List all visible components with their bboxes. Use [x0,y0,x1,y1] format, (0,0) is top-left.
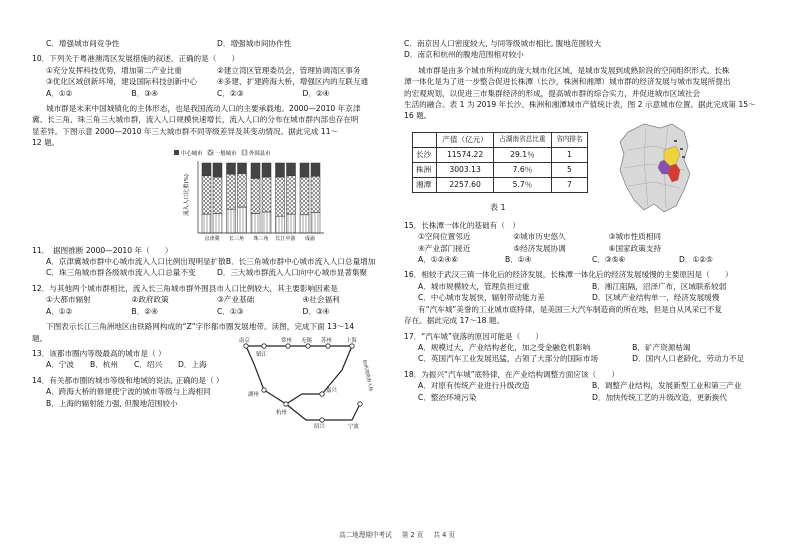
chart-bar-segment [227,174,236,209]
chart-bar-segment [262,177,271,212]
q16-options-row1: A．城市规模较大，管理负担过重 B．湘江阻隔，沼泽广布，区域联系较弱 [418,281,727,291]
map-label-suzhou: 苏州 [321,337,332,344]
output-table [412,132,588,193]
prev-question-options [32,38,388,49]
chart-bar-segment [276,163,285,177]
chart-group-label: 成渝 [304,235,316,242]
chart-bar-segment [251,163,260,178]
map-label-jiaxing: 嘉兴 [326,387,337,394]
chart-group-label: 长三角 [228,235,245,242]
legend-center-city: 中心城市 [181,150,203,157]
page-footer [0,529,794,539]
footer-page-total: 共 4 页 [433,531,456,539]
chart-bar-segment [276,216,285,233]
q14-option-b: B．上海的辐射能力强, 但腹地范围较小 [46,398,178,408]
map-label-shanghai: 上海 [346,337,357,344]
chart-bar-segment [300,163,309,177]
q12-items: ①大都市辐射 ②政府政策 ③产业基础 ④社会福利 [46,295,340,305]
table-row: 株洲 3003.13 7.6％ 5 [413,162,588,177]
q18-options-row1: A．对原有传统产业进行升级改造 B．调整产业结构，发展新型工业和第三产业 [418,381,742,391]
chart-bar-segment [251,213,260,233]
footer-title: 高二地理期中考试 [338,531,392,539]
question-15-stem: 15．长株潭一体化的基础有（ ） [404,220,520,230]
population-chart [32,149,388,245]
question-17-stem: 17．“汽车城”衰落的原因可能是（ ） [404,331,544,341]
table-caption: 表 1 [490,202,506,212]
chart-bar-segment [202,214,211,233]
chart-bar-segment [311,212,320,232]
chart-bar-segment [213,177,222,213]
option-d: D．增强城市间协作性 [217,39,292,48]
question-16-stem: 16．相较于武汉三镇一体化后的经济发展，长株潭一体化后的经济发展缓慢的主要原因是（ ） [404,270,733,280]
q13-q14-block [32,337,388,430]
chart-bar-segment [238,163,247,174]
map-label-nanjing: 南京 [239,337,250,344]
question-18-stem: 18．为振兴“汽车城”底特律，在产业结构调整方面应该（ ） [404,369,619,379]
passage-line: 潭一体化是为了进一步整合促进长株潭（长沙，株洲和湘潭）城市群的经济发展与城市发展所提出 [404,77,731,87]
q14-option-a: A．跨海大桥的修建使宁波的城市等级与上海相同 [46,387,211,397]
table-header-row: 产值（亿元） 占湖南省总比重 省内排名 [413,132,588,147]
legend-outer-county: 外围县市 [249,150,271,157]
option-c: C．增强城市间竞争性 [46,39,120,48]
y-axis-label: 流入人口比重(%) [184,173,190,216]
left-column [32,38,388,430]
q17-options-row1: A．规模过大，产业结构老化，加之受金融危机影响 B．矿产资源枯竭 [418,342,691,352]
chart-bar-segment [287,175,296,214]
q16-options-row2: C．中心城市发展快，辐射带动能力差 D．区域产业结构单一，经济发展缓慢 [418,293,720,303]
q11-options-row1: A．京津冀城市群中心城市流入人口比例出现明显扩散 B．长三角城市群中心城市流入人口总量增加 [46,257,376,267]
map-label-bridge: 杭州湾跨海大桥 [361,359,373,392]
chart-bar-segment [213,213,222,233]
map-label-changzhou: 常州 [281,337,292,344]
passage3-line: 存在。据此完成 17～18 题。 [404,316,505,326]
passage-line: 城市群是由多个城市所构成的庞大城市化区域，是城市发展到成熟阶段的空间组织形式。长株 [418,65,730,75]
prev-option-d: D．南京和杭州的腹地范围相对较小 [404,50,524,60]
chart-bar-segment [227,163,236,174]
legend-swatch-general [208,150,213,155]
passage-line: 16 题。 [404,111,432,121]
question-10-stem: 10．下列关于粤港澳湾区发展措施的叙述，正确的是（ ） [32,54,240,64]
table-and-map [404,122,766,220]
chart-bar-segment [311,176,320,212]
chart-bar-segment [262,163,271,177]
passage-line: 12 题。 [32,138,60,148]
chart-bar-segment [276,177,285,216]
table-row: 湘潭 2257.60 5.7％ 7 [413,177,588,192]
q10-items-row2: ③优化区域创新环境，建设国际科技创新中心 ④多建、扩建跨海大桥，增强区内的互联互通 [46,77,369,87]
q11-options-row2: C．珠三角城市群各级城市流入人口总量不变 D．三大城市群流入人口向中心城市显著集聚 [46,268,368,278]
chart-group-label: 珠三角 [253,235,269,242]
legend-swatch-outer [242,150,247,155]
footer-page-number: 第 2 页 [401,531,424,539]
chart-group-label: 长江中游 [275,235,296,242]
chart-bar-segment [251,178,260,213]
passage-line: 的宏观规划，以促进三市集群经济的形成，提高城市群的综合实力，并促进城市区域社会 [404,88,701,98]
chart-bar-segment [238,173,247,207]
question-14-stem: 14．有关都市圈的城市等级和地域的说法, 正确的是（ ） [32,375,224,385]
q12-options: A．①② B．②④ C．①③ D．③④ [46,306,330,316]
population-chart-figure [32,149,388,245]
chart-bar-segment [202,163,211,176]
chart-bar-segment [300,214,309,232]
passage-line: 城市群是未来中国城镇化的主体形态，也是我国流动人口的主要承载地。2000—2010 年京津 [46,104,361,114]
map-label-ningbo: 宁波 [348,423,359,430]
chart-bars [202,163,320,233]
chart-bar-segment [300,177,309,215]
prev-option-c: C．南京因人口密度较大, 与同等级城市相比, 腹地范围较大 [404,39,602,48]
passage2-line: 题。 [32,333,48,343]
q10-items-row1: ①充分发挥科技优势，增加第二产业比重 ②建立湾区管理委员会，管理协调湾区事务 [46,65,361,75]
chart-legend [174,149,271,157]
question-11-stem: 11． 据图推断 2000—2010 年（ ） [32,245,173,255]
chart-bar-segment [287,214,296,233]
table-row: 长沙 11574.22 29.1％ 1 [413,147,588,162]
map-label-huzhou: 湖州 [248,391,259,398]
chart-group-label: 京津冀 [204,235,220,242]
q15-items-row2: ④产业部门接近 ⑤经济发展协调 ⑥国家政策支持 [418,243,662,253]
q15-items-row1: ①空间位置邻近 ②城市历史悠久 ③城市性质相同 [418,232,662,242]
chart-group-labels [204,235,315,242]
chart-bar-segment [227,209,236,233]
passage-line: 冀、长三角、珠三角三大城市群，流入人口规模快速增长，流入人口的分布在城市群内部也存在明 [32,115,359,125]
map-label-hangzhou: 杭州 [276,409,287,416]
chart-bar-segment [262,212,271,233]
passage3-line: 有“汽车城”美誉的工业城市底特律，是美国三大汽车制造商的所在地，但是自从风采已不复 [418,304,723,314]
q13-options: A．宁波 B．杭州 C．绍兴 D．上海 [46,360,207,370]
passage2-line: 下图表示长江三角洲地区由铁路网构成的“Z”字形都市圈发展地带。读图，完成下面 13～14 [46,322,355,332]
passage-line: 显差异。下图示意 2000—2010 年三大城市群不同等级差异及其变动情况。据此完成 11～ [32,126,339,136]
map-label-zhenjiang: 镇江 [256,351,267,358]
passage-line: 生活的融合。表 1 为 2019 年长沙、株洲和湘潭城市产值统计表，图 2 示意城市位置。据此完成第 15～ [404,100,756,110]
yangtze-delta-rail-map [236,334,386,430]
chart-bar-segment [287,163,296,176]
right-column [404,38,766,403]
q18-options-row2: C．整治环境污染 D．加快传统工艺的升级改造，更新换代 [418,392,727,402]
question-13-stem: 13．该都市圈内等级最高的城市是（ ） [32,348,166,358]
hunan-location-map [614,120,700,216]
map-label-shaoxing: 绍兴 [314,423,325,430]
chart-bar-segment [202,175,211,214]
map-label-wuxi: 无锡 [301,337,312,344]
legend-swatch-center [174,150,179,155]
question-12-stem: 12．与其他两个城市群相比，流入长三角城市群外围县市人口比例较大，其主要影响因素是 [32,283,338,293]
q10-options: A．①② B．③④ C．②③ D．②④ [46,88,330,98]
chart-bar-segment [213,163,222,177]
chart-bar-segment [311,163,320,176]
legend-general-city: 一般城市 [215,150,237,157]
q15-options: A．①②④⑥ B．①④ C．③⑤⑥ D．①②⑤ [418,255,713,265]
chart-bar-segment [238,207,247,233]
q17-options-row2: C．英国汽车工业发展迅猛，占领了大部分的国际市场 D．国内人口老龄化，劳动力不足 [418,354,745,364]
